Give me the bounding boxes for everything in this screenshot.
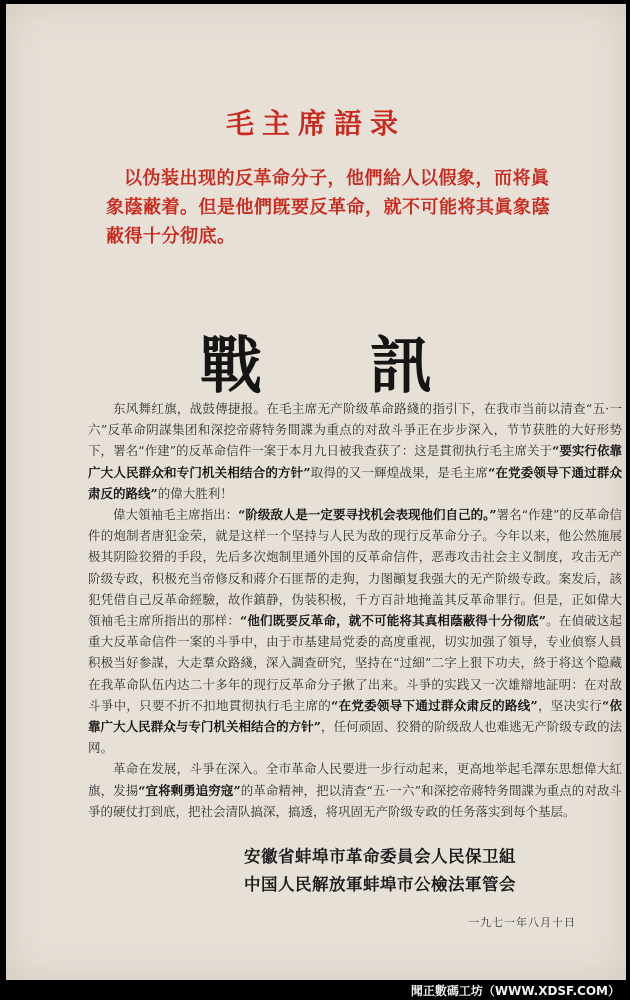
bold-quotation-span: “他们既要反革命，就不可能将其真相蔭蔽得十分彻底” bbox=[240, 613, 546, 629]
bold-quotation-span: “在党委领导下通过群众肃反的路线” bbox=[88, 464, 622, 501]
text-span: 的偉大胜利！ bbox=[157, 485, 233, 501]
paragraph-3 bbox=[88, 758, 622, 822]
text-span: ，任何顽固、狡猾的阶级敌人也难逃无产阶级专政的法网。 bbox=[88, 719, 622, 756]
paragraph-2 bbox=[88, 504, 622, 758]
signatory-block bbox=[244, 843, 516, 899]
quotation-text: 以伪装出现的反革命分子，他們給人以假象，而将眞象蔭蔽着。但是他們旣要反革命，就不可能将其眞象蔭蔽得十分彻底。 bbox=[106, 168, 550, 247]
signatory-line-1: 安徽省蚌埠市革命委員会人民保卫組 bbox=[244, 847, 516, 866]
text-span: 取得的又一輝煌战果，是毛主席 bbox=[310, 464, 489, 480]
leaflet-page bbox=[6, 4, 626, 980]
text-span: 署名“作建”的反革命信件的炮制者唐犯金荣，就是这样一个坚持与人民为敌的现行反革命分子。今年以来，他公然施展极其阴险狡猾的手段，先后多次炮制里通外国的反革命信件，恶毒攻击社会主义制度，攻击无产阶级专政，积极充当帝修反和蔣介石匪帮的走狗，力图顚复我强大的无产阶级专政。案发后，該犯凭借自己反革命經驗，故作鎮静，伪装积极，千方百計地掩盖其反革命罪行。但是，正如偉大領袖毛主席所指出的那样： bbox=[88, 507, 622, 629]
bold-quotation-span: “阶级敌人是一定要寻找机会表现他们自己的。” bbox=[238, 507, 497, 523]
body-text bbox=[88, 398, 622, 822]
signatory-line-2: 中国人民解放軍蚌埠市公檢法軍管会 bbox=[244, 875, 516, 894]
issue-date: 一九七一年八月十日 bbox=[468, 916, 576, 929]
bold-quotation-span: “依靠广大人民群众与专门机关相结合的方针” bbox=[88, 697, 622, 735]
text-span: ，坚决实行 bbox=[537, 697, 602, 713]
text-span: 的革命精神，把以清查“五·一六”和深挖帝蔣特务間諜为重点的对敌斗爭的硬仗打到底，把社会清队搞深，搞透，将巩固无产阶级专政的任务落实到每个基层。 bbox=[88, 782, 622, 819]
text-span: 革命在发展，斗爭在深入。全市革命人民要进一步行动起来，更高地举起毛澤东思想偉大紅旗，发揚 bbox=[88, 761, 622, 798]
text-span: 。在偵破这起重大反革命信件一案的斗爭中，由于市基建局党委的高度重视，切实加强了領导，专业偵察人員积极当好参謀，大走羣众路綫，深入調查研究，坚持在“过細”二字上狠下功夫，終于将这个隐藏在我革命队伍内达二十多年的现行反革命分子揪了出来。斗爭的实践又一次雄辯地証明：在对敌斗爭中，只要不折不扣地貫彻执行毛主席的 bbox=[88, 613, 622, 713]
watermark-text: 聞正數碼工坊（WWW.XDSF.COM） bbox=[410, 984, 620, 998]
quotation-heading: 毛主席語录 bbox=[225, 107, 406, 140]
text-span: 东风舞红旗，战鼓傳捷报。在毛主席无产阶级革命路綫的指引下，在我市当前以清查“五·一六”反革命阴謀集团和深挖帝蔣特务間諜为重点的对敌斗爭正在步步深入，节节获胜的大好形势下，署名“作建”的反革命信件一案于本月九日被我查获了：这是貫彻执行毛主席关于 bbox=[88, 401, 622, 459]
text-span: 偉大領袖毛主席指出： bbox=[113, 507, 239, 523]
bold-quotation-span: “宜将剩勇追穷寇” bbox=[138, 782, 241, 798]
paragraph-1 bbox=[88, 398, 622, 504]
main-title: 戰訊 bbox=[199, 329, 540, 402]
bold-quotation-span: “在党委领导下通过群众肃反的路线” bbox=[331, 697, 538, 713]
bold-quotation-span: “要实行依靠广大人民群众和专门机关相结合的方针” bbox=[88, 443, 622, 480]
